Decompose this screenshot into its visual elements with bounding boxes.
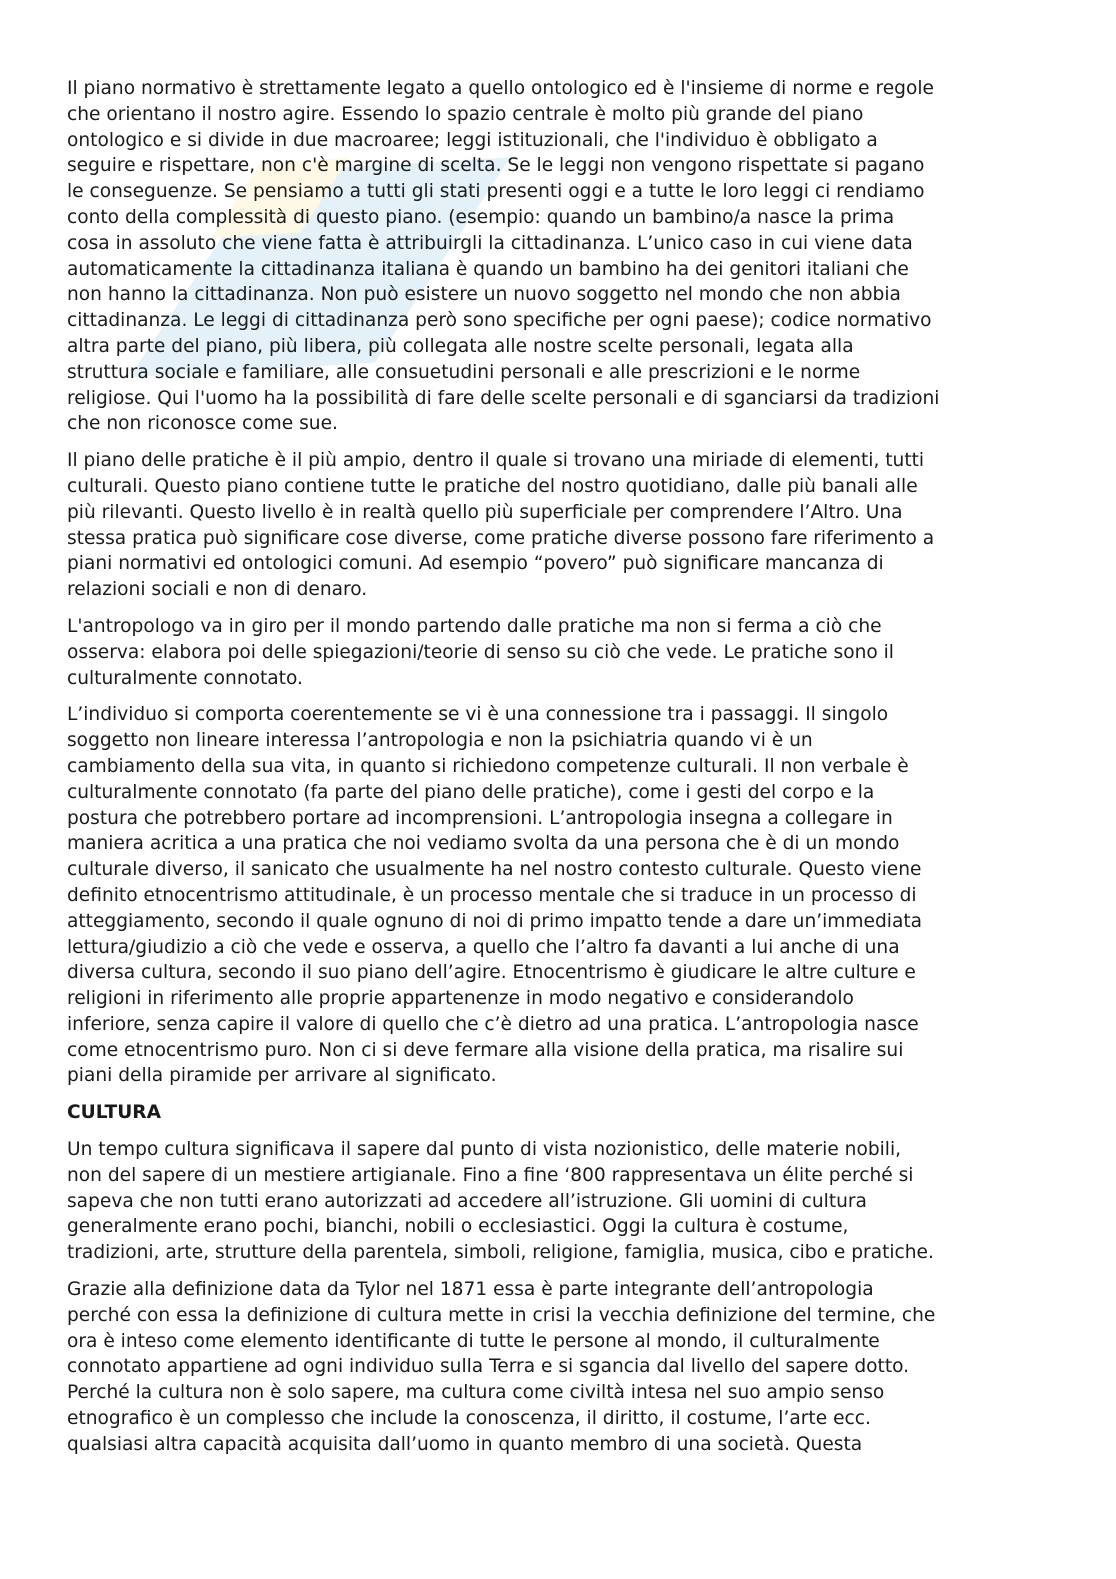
paragraph-piano-normativo: Il piano normativo è strettamente legato a quello ontologico ed è l'insieme di norme e regole che orientano il nostro agire. Essendo lo spazio centrale è molto più grande del piano ontologico e si divide in due macroaree; leggi istituzionali, che l'individuo è obbligato a seguire e rispettare, non c'è margine di scelta. Se le leggi non vengono rispettate si pagano le conseguenze. Se pensiamo a tutti gli stati presenti oggi e a tutte le loro leggi ci rendiamo conto della complessità di questo piano. (esempio: quando un bambino/a nasce la prima cosa in assoluto che viene fatta è attribuirgli la cittadinanza. L’unico caso in cui viene data automaticamente la cittadinanza italiana è quando un bambino ha dei genitori italiani che non hanno la cittadinanza. Non può esistere un nuovo soggetto nel mondo che non abbia cittadinanza. Le leggi di cittadinanza però sono specifiche per ogni paese); codice normativo altra parte del piano, più libera, più collegata alle nostre scelte personali, legata alla struttura sociale e familiare, alle consuetudini personali e alle prescrizioni e le norme religiose. Qui l'uomo ha la possibilità di fare delle scelte personali e di sganciarsi da tradizioni che non riconosce come sue. [67,78,940,435]
paragraph-piano-pratiche: Il piano delle pratiche è il più ampio, dentro il quale si trovano una miriade di elementi, tutti culturali. Questo piano contiene tutte le pratiche del nostro quotidiano, dalle più banali alle più rilevanti. Questo livello è in realtà quello più superficiale per comprendere l’Altro. Una stessa pratica può significare cose diverse, come pratiche diverse possono fare riferimento a piani normativi ed ontologici comuni. Ad esempio “povero” può significare mancanza di relazioni sociali e non di denaro. [67,450,935,601]
paragraph-antropologo: L'antropologo va in giro per il mondo partendo dalle pratiche ma non si ferma a ciò che osserva: elabora poi delle spiegazioni/teorie di senso su ciò che vede. Le pratiche sono il culturalmente connotato. [67,615,894,689]
section-heading-cultura: CULTURA [67,1102,162,1124]
document-body [67,76,1042,1469]
paragraph-individuo: L’individuo si comporta coerentemente se vi è una connessione tra i passaggi. Il singolo soggetto non lineare interessa l’antropologia e non la psichiatria quando vi è un cambiamento della sua vita, in quanto si richiedono competenze culturali. Il non verbale è culturalmente connotato (fa parte del piano delle pratiche), come i gesti del corpo e la postura che potrebbero portare ad incomprensioni. L’antropologia insegna a collegare in maniera acritica a una pratica che noi vediamo svolta da una persona che è di un mondo culturale diverso, il sanicato che usualmente ha nel nostro contesto culturale. Questo viene definito etnocentrismo attitudinale, è un processo mentale che si traduce in un processo di atteggiamento, secondo il quale ognuno di noi di primo impatto tende a dare un’immediata lettura/giudizio a ciò che vede e osserva, a quello che l’altro fa davanti a lui anche di una diversa cultura, secondo il suo piano dell’agire. Etnocentrismo è giudicare le altre culture e religioni in riferimento alle proprie appartenenze in modo negativo e considerandolo inferiore, senza capire il valore di quello che c’è dietro ad una pratica. L’antropologia nasce come etnocentrismo puro. Non ci si deve fermare alla visione della pratica, ma risalire sui piani della piramide per arrivare al significato. [67,704,923,1087]
paragraph-cultura-tempo: Un tempo cultura significava il sapere dal punto di vista nozionistico, delle materie nobili, non del sapere di un mestiere artigianale. Fino a fine ‘800 rappresentava un élite perché si sapeva che non tutti erano autorizzati ad accedere all’istruzione. Gli uomini di cultura generalmente erano pochi, bianchi, nobili o ecclesiastici. Oggi la cultura è costume, tradizioni, arte, strutture della parentela, simboli, religione, famiglia, musica, cibo e pratiche. [67,1139,934,1264]
paragraph-tylor: Grazie alla definizione data da Tylor nel 1871 essa è parte integrante dell’antropologia perché con essa la definizione di cultura mette in crisi la vecchia definizione del termine, che ora è inteso come elemento identificante di tutte le persone al mondo, il culturalmente connotato appartiene ad ogni individuo sulla Terra e si sgancia dal livello del sapere dotto. Perché la cultura non è solo sapere, ma cultura come civiltà intesa nel suo ampio senso etnografico è un complesso che include la conoscenza, il diritto, il costume, l’arte ecc. qualsiasi altra capacità acquisita dall’uomo in quanto membro di una società. Questa [67,1279,936,1455]
